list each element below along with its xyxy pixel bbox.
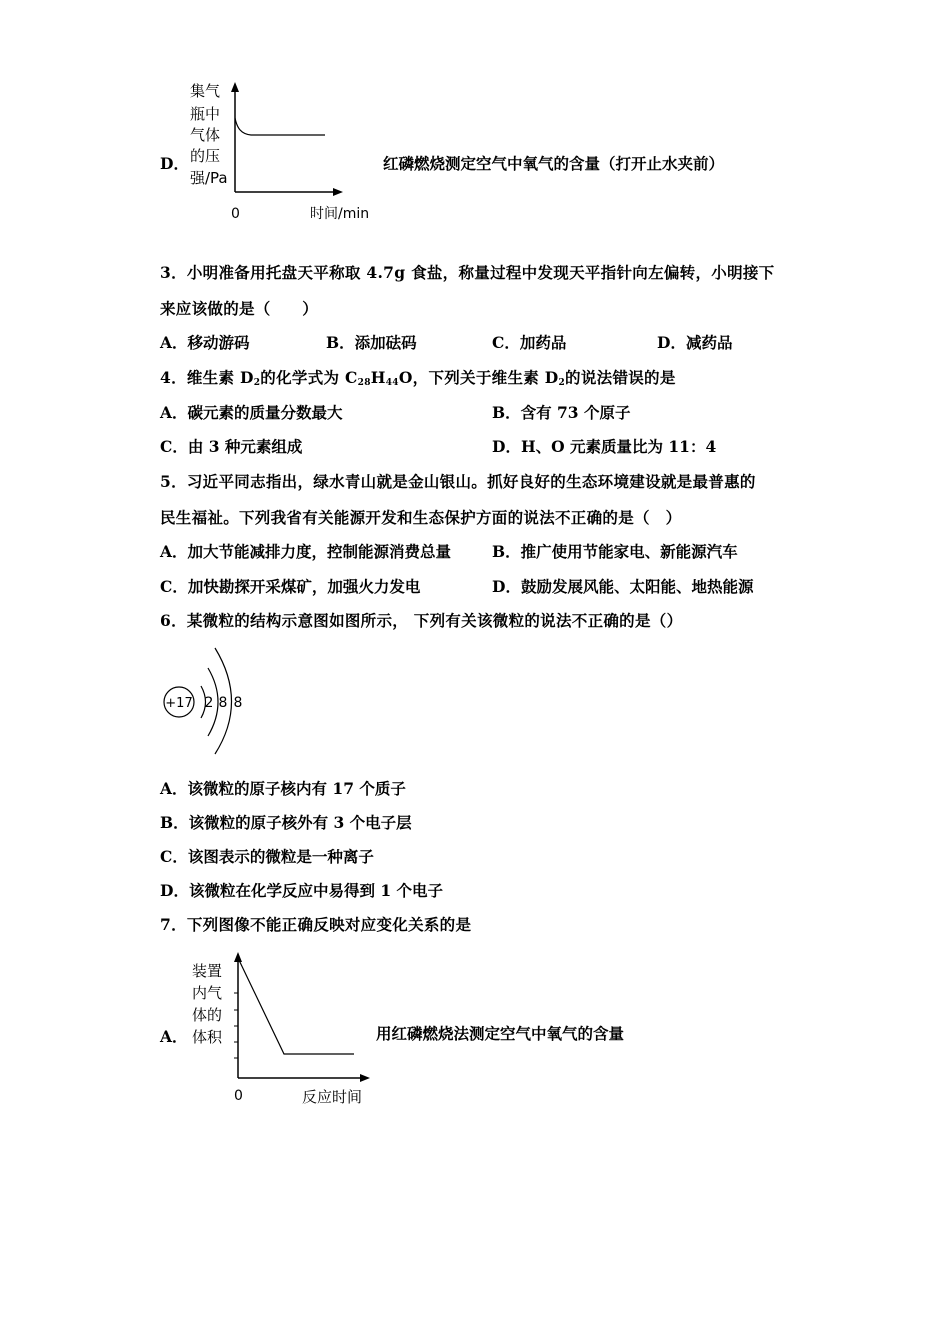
- q7-graph-xlabel: 反应时间: [302, 1088, 363, 1106]
- q2-graph-ylabel-2: 瓶中: [190, 105, 221, 123]
- q5-option-d: D．鼓励发展风能、太阳能、地热能源: [492, 577, 754, 596]
- q6-option-a: A．该微粒的原子核内有 17 个质子: [160, 779, 406, 798]
- shell-1-electrons: 2: [204, 695, 214, 711]
- q2-option-d-caption: 红磷燃烧测定空气中氧气的含量（打开止水夹前）: [383, 154, 725, 173]
- shell-2-electrons: 8: [218, 695, 228, 711]
- q5-option-b: B．推广使用节能家电、新能源汽车: [492, 542, 738, 561]
- q4-stem-a: 4．维生素 D: [160, 368, 254, 387]
- q2-graph-xlabel: 时间/min: [310, 206, 370, 222]
- q7-graph-ylabel-2: 内气: [192, 984, 223, 1002]
- q4-option-a: A．碳元素的质量分数最大: [160, 403, 343, 422]
- q5-stem-line2: 民生福祉。下列我省有关能源开发和生态保护方面的说法不正确的是（ ）: [160, 508, 682, 527]
- q6-option-c: C．该图表示的微粒是一种离子: [160, 847, 374, 866]
- q2-graph-ylabel-5: 强/Pa: [190, 169, 228, 187]
- q6-option-b: B．该微粒的原子核外有 3 个电子层: [160, 813, 412, 832]
- q4-option-d: D．H、O 元素质量比为 11：4: [492, 437, 717, 456]
- q5-stem-line1: 5．习近平同志指出，绿水青山就是金山银山。抓好良好的生态环境建设就是最普惠的: [160, 472, 756, 491]
- q4-stem-e: 的说法错误的是: [565, 368, 676, 387]
- q5-option-a: A．加大节能减排力度，控制能源消费总量: [160, 542, 452, 561]
- q7-option-a-caption: 用红磷燃烧法测定空气中氧气的含量: [376, 1024, 625, 1043]
- q6-option-d: D．该微粒在化学反应中易得到 1 个电子: [160, 881, 444, 900]
- q7-graph-origin: 0: [234, 1088, 243, 1104]
- q3-stem-line2: 来应该做的是（ ）: [160, 299, 319, 318]
- q4-stem: [160, 366, 676, 388]
- q7-graph-ylabel-3: 体的: [192, 1006, 223, 1024]
- q7-graph-ylabel-1: 装置: [192, 962, 223, 980]
- nucleus-charge: +17: [165, 696, 193, 711]
- q2-option-d-letter: D．: [160, 154, 189, 173]
- q3-option-b: B．添加砝码: [326, 333, 417, 352]
- q4-option-c: C．由 3 种元素组成: [160, 437, 303, 456]
- q3-option-a: A．移动游码: [160, 333, 250, 352]
- q2-graph-ylabel-3: 气体: [190, 126, 221, 144]
- q6-stem: 6．某微粒的结构示意图如图所示， 下列有关该微粒的说法不正确的是（）: [160, 611, 683, 630]
- q4-stem-sub1: 2: [253, 378, 261, 388]
- q4-stem-d: O，下列关于维生素 D: [398, 368, 559, 387]
- atom-structure-diagram: [158, 642, 258, 756]
- q7-graph-ylabel-4: 体积: [192, 1028, 223, 1046]
- q3-stem-line1: 3．小明准备用托盘天平称取 4.7g 食盐，称量过程中发现天平指针向左偏转，小明接下: [160, 263, 775, 282]
- q4-stem-c: H: [370, 368, 386, 387]
- q2-option-d-graph: [185, 80, 385, 230]
- q3-option-c: C．加药品: [492, 333, 567, 352]
- q2-graph-ylabel-4: 的压: [190, 147, 221, 165]
- q2-graph-origin: 0: [231, 206, 240, 222]
- q4-stem-sub4: 2: [558, 378, 566, 388]
- q3-option-d: D．减药品: [657, 333, 733, 352]
- q5-option-c: C．加快勘探开采煤矿，加强火力发电: [160, 577, 421, 596]
- q4-stem-b: 的化学式为 C: [260, 368, 358, 387]
- q7-option-a-letter: A．: [160, 1027, 188, 1046]
- q7-option-a-graph: [188, 948, 378, 1108]
- q7-stem: 7．下列图像不能正确反映对应变化关系的是: [160, 915, 472, 934]
- q4-stem-sub3: 44: [385, 378, 399, 388]
- q4-option-b: B．含有 73 个原子: [492, 403, 631, 422]
- q2-graph-ylabel-1: 集气: [190, 82, 221, 100]
- shell-3-electrons: 8: [233, 695, 243, 711]
- q4-stem-sub2: 28: [357, 378, 371, 388]
